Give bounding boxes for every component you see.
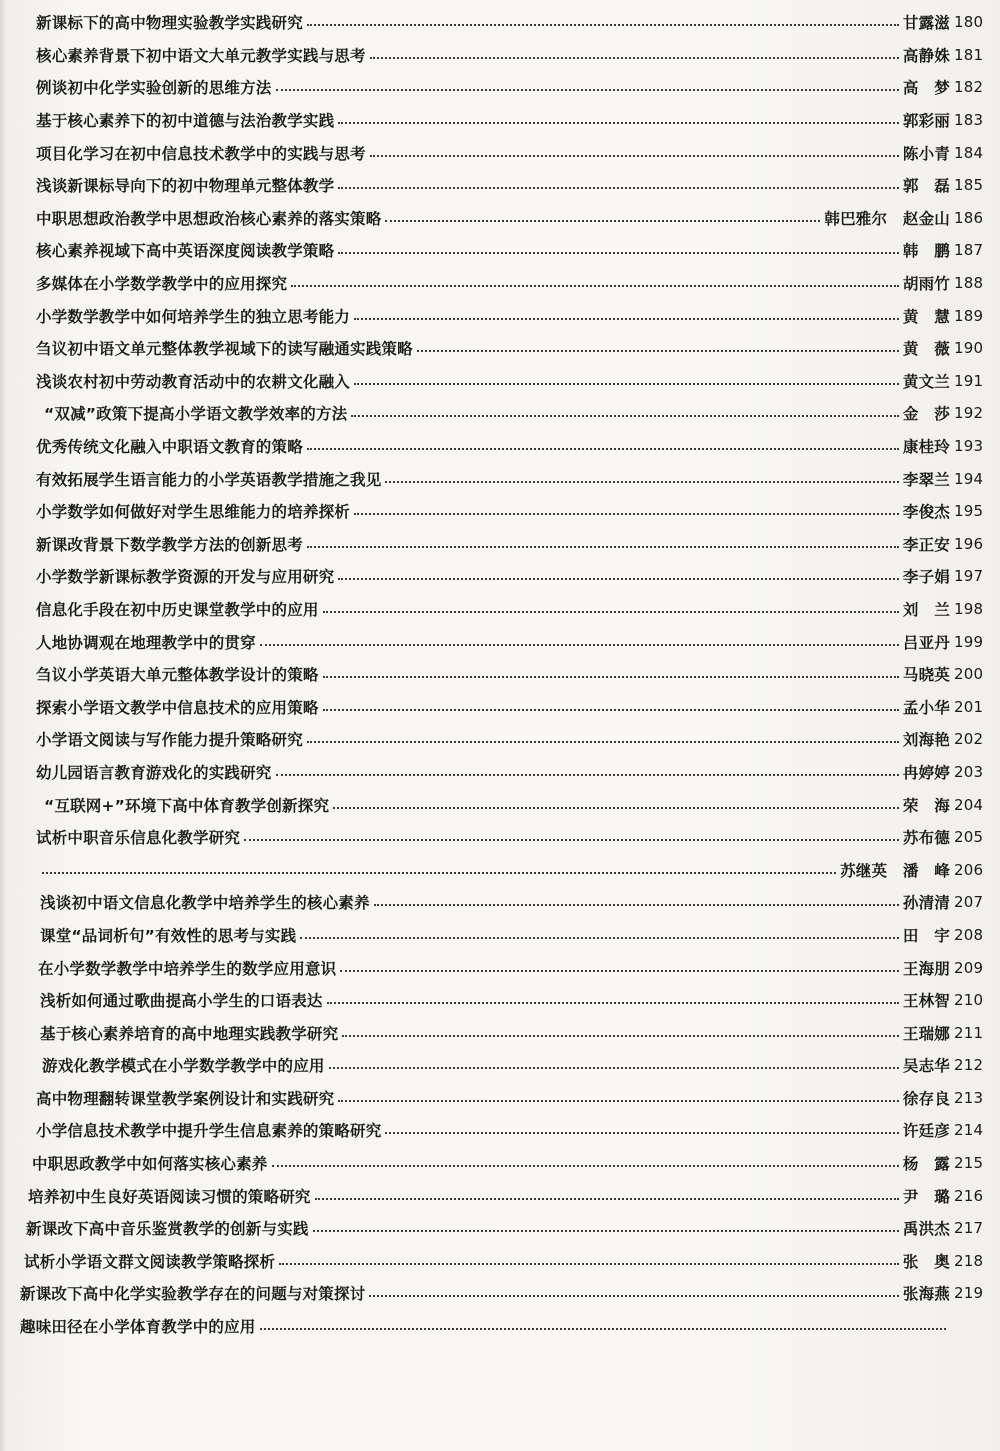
dot-leader (300, 937, 899, 939)
toc-entry-title: 在小学数学教学中培养学生的数学应用意识 (38, 959, 337, 978)
toc-entry-title: 核心素养视域下高中英语深度阅读教学策略 (36, 242, 335, 261)
toc-entry (0, 1049, 1000, 1082)
toc-entry-title: 新课改下高中化学实验教学存在的问题与对策探讨 (20, 1285, 366, 1304)
toc-entry-author: 王瑞娜 (902, 1024, 950, 1043)
toc-entry-page: 214 (954, 1121, 984, 1140)
toc-entry-title: 基于核心素养下的初中道德与法治教学实践 (36, 112, 335, 131)
toc-entry-title: “双减”政策下提高小学语文教学效率的方法 (44, 405, 348, 424)
toc-entry-author: 冉婷婷 (902, 763, 950, 782)
toc-entry (0, 886, 1000, 919)
dot-leader (313, 1230, 899, 1232)
toc-entry-author: 高静姝 (902, 46, 950, 65)
dot-leader (342, 1035, 899, 1037)
toc-entry-title: 小学数学新课标教学资源的开发与应用研究 (36, 568, 335, 587)
toc-entry-title: 例谈初中化学实验创新的思维方法 (36, 79, 272, 98)
toc-entry-author: 田 宇 (902, 926, 950, 945)
toc-entry (0, 39, 1000, 72)
dot-leader (354, 383, 899, 385)
toc-entry-title: 刍议小学英语大单元整体教学设计的策略 (36, 666, 319, 685)
toc-entry (0, 1310, 1000, 1343)
toc-entry-page: 203 (954, 762, 984, 781)
toc-entry-page: 204 (954, 795, 984, 814)
toc-entry (0, 365, 1000, 398)
dot-leader (338, 187, 899, 189)
toc-entry-title: 幼儿园语言教育游戏化的实践研究 (36, 763, 272, 782)
toc-entry-author: 孙清清 (902, 894, 950, 913)
dot-leader (354, 318, 899, 320)
toc-entry-page: 196 (954, 534, 984, 553)
toc-entry (0, 1114, 1000, 1147)
dot-leader (340, 970, 899, 972)
toc-entry (0, 71, 1000, 104)
toc-entry-title: 小学语文阅读与写作能力提升策略研究 (36, 731, 303, 750)
dot-leader (307, 24, 899, 26)
dot-leader (307, 448, 899, 450)
toc-entry (0, 1277, 1000, 1310)
toc-entry (0, 853, 1000, 886)
toc-entry-author: 杨 露 (902, 1155, 950, 1174)
toc-entry-author: 甘露滋 (902, 14, 950, 33)
toc-entry (0, 528, 1000, 561)
toc-entry-title: 优秀传统文化融入中职语文教育的策略 (36, 438, 303, 457)
toc-entry-author: 陈小青 (902, 144, 950, 163)
dot-leader (260, 644, 899, 646)
toc-entry (0, 104, 1000, 137)
toc-entry-page: 218 (954, 1251, 984, 1270)
toc-entry (0, 788, 1000, 821)
toc-entry-author: 许廷彦 (902, 1122, 950, 1141)
dot-leader (260, 1328, 946, 1330)
toc-entry-page: 185 (954, 176, 984, 195)
toc-entry-author: 吕亚丹 (902, 633, 950, 652)
dot-leader (323, 676, 899, 678)
dot-leader (327, 1002, 899, 1004)
toc-entry-title: 有效拓展学生语言能力的小学英语教学措施之我见 (36, 470, 382, 489)
toc-entry (0, 690, 1000, 723)
toc-entry-author: 吴志华 (902, 1057, 950, 1076)
toc-entry-title: 刍议初中语文单元整体教学视域下的读写融通实践策略 (36, 340, 413, 359)
toc-entry (0, 299, 1000, 332)
toc-entry-title: 小学信息技术教学中提升学生信息素养的策略研究 (36, 1122, 382, 1141)
toc-entry-title: 新课标下的高中物理实验教学实践研究 (36, 14, 303, 33)
toc-entry-author: 荣 海 (902, 796, 950, 815)
toc-entry-author: 刘海艳 (902, 731, 950, 750)
toc-entry (0, 1179, 1000, 1212)
dot-leader (42, 872, 836, 874)
toc-entry-author: 张海燕 (902, 1285, 950, 1304)
toc-entry-title: 中职思想政治教学中思想政治核心素养的落实策略 (36, 209, 382, 228)
toc-entry (0, 919, 1000, 952)
table-of-contents (0, 6, 1000, 1342)
toc-entry-author: 李俊杰 (902, 503, 950, 522)
toc-entry-author: 郭彩丽 (902, 112, 950, 131)
dot-leader (323, 611, 899, 613)
toc-entry-author: 禹洪杰 (902, 1220, 950, 1239)
toc-entry-author: 黄 慧 (902, 307, 950, 326)
toc-entry-page: 210 (954, 991, 984, 1010)
toc-entry-title: 信息化手段在初中历史课堂教学中的应用 (36, 600, 319, 619)
toc-entry-title: 小学数学教学中如何培养学生的独立思考能力 (36, 307, 351, 326)
toc-entry-page: 192 (954, 404, 984, 423)
dot-leader (333, 807, 899, 809)
toc-entry (0, 984, 1000, 1017)
toc-entry (0, 658, 1000, 691)
dot-leader (351, 415, 899, 417)
toc-entry-page: 189 (954, 306, 984, 325)
toc-entry-author: 郭 磊 (902, 177, 950, 196)
toc-entry (0, 169, 1000, 202)
toc-entry-page: 199 (954, 632, 984, 651)
toc-entry-title: 项目化学习在初中信息技术教学中的实践与思考 (36, 144, 366, 163)
toc-entry-page: 212 (954, 1056, 984, 1075)
dot-leader (369, 1295, 898, 1297)
toc-entry-author: 韩巴雅尔 赵金山 (824, 209, 950, 228)
toc-entry-page: 200 (954, 665, 984, 684)
toc-entry-page: 181 (954, 45, 984, 64)
dot-leader (276, 89, 899, 91)
toc-entry-title: 核心素养背景下初中语文大单元教学实践与思考 (36, 46, 366, 65)
toc-entry (0, 1082, 1000, 1115)
dot-leader (370, 155, 899, 157)
toc-entry-page: 217 (954, 1219, 984, 1238)
dot-leader (354, 513, 899, 515)
toc-entry-page: 211 (954, 1023, 984, 1042)
toc-entry-title: 人地协调观在地理教学中的贯穿 (36, 633, 256, 652)
toc-entry-author: 康桂玲 (902, 438, 950, 457)
toc-entry-author: 苏布德 (902, 829, 950, 848)
toc-entry-page: 190 (954, 339, 984, 358)
toc-entry-author: 孟小华 (902, 698, 950, 717)
toc-entry (0, 6, 1000, 39)
toc-entry-page: 183 (954, 111, 984, 130)
toc-entry-title: 高中物理翻转课堂教学案例设计和实践研究 (36, 1089, 335, 1108)
dot-leader (279, 1263, 899, 1265)
toc-entry-title: 新课改下高中音乐鉴赏教学的创新与实践 (26, 1220, 309, 1239)
toc-entry (0, 332, 1000, 365)
toc-entry-title: 游戏化教学模式在小学数学教学中的应用 (42, 1057, 325, 1076)
toc-entry-page: 184 (954, 143, 984, 162)
toc-entry-page: 182 (954, 78, 984, 97)
toc-entry-page: 193 (954, 437, 984, 456)
toc-entry-page: 198 (954, 599, 984, 618)
dot-leader (374, 904, 899, 906)
toc-entry-author: 李正安 (902, 535, 950, 554)
toc-entry-author: 徐存良 (902, 1089, 950, 1108)
toc-entry-title: 试析中职音乐信息化教学研究 (36, 829, 241, 848)
toc-entry-title: 趣味田径在小学体育教学中的应用 (20, 1318, 256, 1337)
toc-entry-title: 浅谈农村初中劳动教育活动中的农耕文化融入 (36, 372, 351, 391)
toc-entry (0, 397, 1000, 430)
toc-entry (0, 821, 1000, 854)
toc-entry-page: 205 (954, 828, 984, 847)
toc-entry (0, 1212, 1000, 1245)
toc-entry (0, 234, 1000, 267)
toc-entry-title: 小学数学如何做好对学生思维能力的培养探析 (36, 503, 351, 522)
toc-entry (0, 625, 1000, 658)
toc-entry-page: 207 (954, 893, 984, 912)
dot-leader (338, 578, 899, 580)
dot-leader (291, 285, 899, 287)
dot-leader (323, 709, 899, 711)
toc-entry-page: 202 (954, 730, 984, 749)
dot-leader (329, 1067, 899, 1069)
dot-leader (315, 1198, 899, 1200)
toc-entry (0, 951, 1000, 984)
toc-entry (0, 756, 1000, 789)
dot-leader (244, 839, 899, 841)
toc-entry-author: 黄文兰 (902, 372, 950, 391)
toc-entry (0, 1016, 1000, 1049)
toc-entry-page: 187 (954, 241, 984, 260)
toc-entry-author: 李子娟 (902, 568, 950, 587)
toc-entry-title: 基于核心素养培育的高中地理实践教学研究 (40, 1024, 339, 1043)
toc-entry-page: 194 (954, 469, 984, 488)
dot-leader (307, 741, 899, 743)
toc-entry-page: 197 (954, 567, 984, 586)
toc-entry-page: 188 (954, 274, 984, 293)
dot-leader (338, 252, 899, 254)
toc-entry-title: 多媒体在小学数学教学中的应用探究 (36, 275, 288, 294)
toc-entry-title: 中职思政教学中如何落实核心素养 (32, 1155, 268, 1174)
toc-entry-author: 张 奥 (902, 1252, 950, 1271)
toc-entry-page: 180 (954, 13, 984, 32)
toc-entry-page: 219 (954, 1284, 984, 1303)
toc-entry (0, 1245, 1000, 1278)
toc-entry-title: 探索小学语文教学中信息技术的应用策略 (36, 698, 319, 717)
toc-entry-page: 201 (954, 697, 984, 716)
toc-entry-title: 浅谈初中语文信息化教学中培养学生的核心素养 (40, 894, 370, 913)
toc-entry-title: 课堂“品词析句”有效性的思考与实践 (40, 926, 297, 945)
toc-entry (0, 462, 1000, 495)
toc-entry-title: 浅析如何通过歌曲提高小学生的口语表达 (40, 992, 323, 1011)
dot-leader (307, 546, 899, 548)
dot-leader (276, 774, 899, 776)
toc-entry-page: 213 (954, 1088, 984, 1107)
toc-entry-page: 209 (954, 958, 984, 977)
toc-entry-title: 培养初中生良好英语阅读习惯的策略研究 (28, 1187, 311, 1206)
toc-entry (0, 723, 1000, 756)
toc-entry (0, 430, 1000, 463)
toc-entry-author: 李翠兰 (902, 470, 950, 489)
toc-entry-page: 186 (954, 208, 984, 227)
toc-entry-page: 215 (954, 1154, 984, 1173)
dot-leader (272, 1165, 899, 1167)
toc-entry (0, 560, 1000, 593)
toc-entry (0, 202, 1000, 235)
toc-entry-author: 尹 璐 (902, 1187, 950, 1206)
dot-leader (370, 57, 899, 59)
toc-entry-author: 韩 鹏 (902, 242, 950, 261)
toc-entry-page: 206 (954, 860, 984, 879)
toc-entry-author: 金 莎 (902, 405, 950, 424)
toc-entry (0, 1147, 1000, 1180)
toc-entry-author: 王海朋 (902, 959, 950, 978)
dot-leader (417, 350, 899, 352)
toc-entry-author: 胡雨竹 (902, 275, 950, 294)
toc-entry-page: 216 (954, 1186, 984, 1205)
toc-entry-title: 新课改背景下数学教学方法的创新思考 (36, 535, 303, 554)
dot-leader (385, 220, 820, 222)
toc-entry-page: 191 (954, 371, 984, 390)
toc-entry-title: “互联网+”环境下高中体育教学创新探究 (44, 796, 330, 815)
toc-entry-page: 208 (954, 925, 984, 944)
toc-entry (0, 136, 1000, 169)
toc-entry-title: 试析小学语文群文阅读教学策略探析 (24, 1252, 276, 1271)
toc-entry (0, 495, 1000, 528)
dot-leader (338, 122, 899, 124)
toc-entry-page: 195 (954, 502, 984, 521)
toc-entry-title: 浅谈新课标导向下的初中物理单元整体教学 (36, 177, 335, 196)
toc-entry-author: 高 梦 (902, 79, 950, 98)
dot-leader (385, 1132, 898, 1134)
dot-leader (385, 481, 898, 483)
toc-entry-author: 王林智 (902, 992, 950, 1011)
toc-entry-author: 马晓英 (902, 666, 950, 685)
toc-entry (0, 267, 1000, 300)
toc-entry (0, 593, 1000, 626)
toc-entry-author: 黄 薇 (902, 340, 950, 359)
toc-entry-author: 苏继英 潘 峰 (840, 861, 950, 880)
dot-leader (338, 1100, 899, 1102)
toc-entry-author: 刘 兰 (902, 600, 950, 619)
